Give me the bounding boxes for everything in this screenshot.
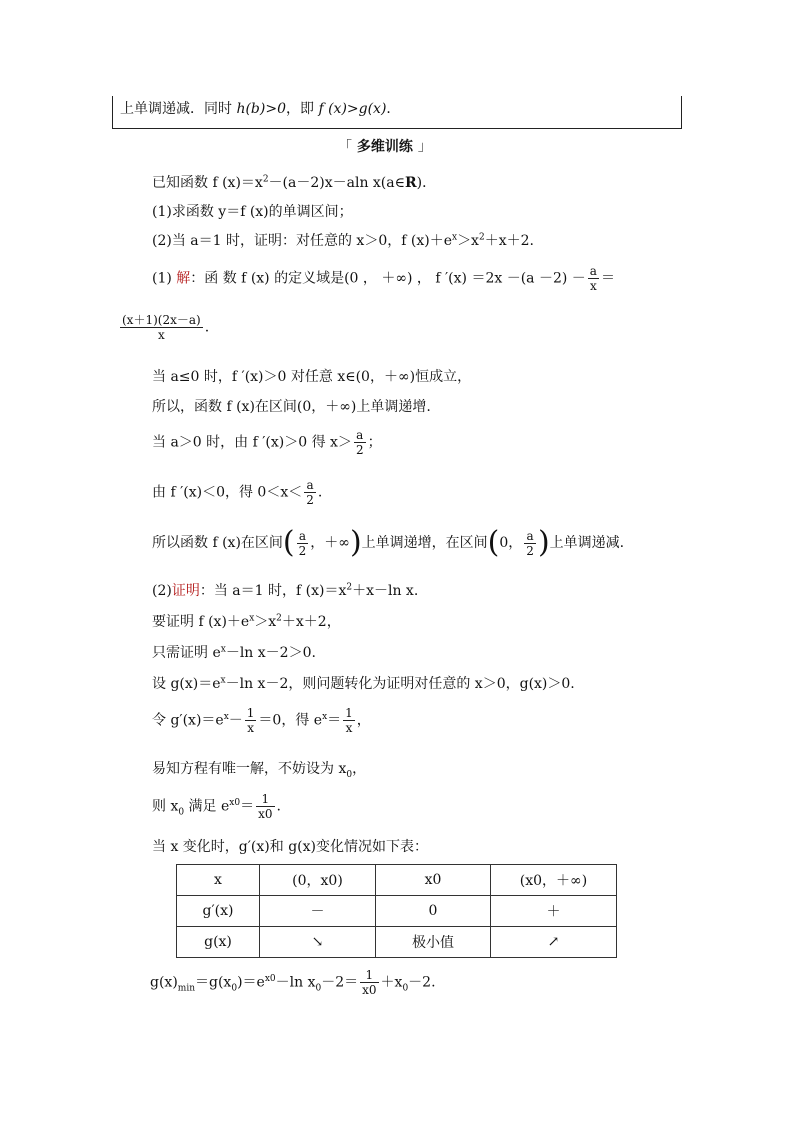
t: 2 <box>262 174 269 185</box>
increasing-arrow-cell: ↗ <box>491 927 617 958</box>
t: 2 <box>355 443 364 457</box>
t: 2 <box>306 493 314 507</box>
t: x0 <box>229 797 241 808</box>
t: ( <box>487 525 500 560</box>
t: )＝e <box>237 974 265 991</box>
t: 当 a＞0 时，由 f ′(x)＞0 得 x＞ <box>152 434 352 451</box>
fraction-1-over-x0 <box>256 792 274 821</box>
proof-line-4 <box>152 673 575 693</box>
t: 令 g′(x)＝e <box>152 712 224 729</box>
t: ＞x <box>457 233 479 249</box>
t: ＝ <box>600 270 615 287</box>
solution-line-2 <box>152 366 471 386</box>
decreasing-arrow-cell: ↘ <box>260 927 376 958</box>
t: － <box>228 712 243 729</box>
t: x <box>120 327 203 342</box>
t: R <box>404 175 417 191</box>
t: 要证明 f (x)＋e <box>152 614 250 630</box>
t: ＋x－ln x. <box>352 583 419 599</box>
t: x <box>343 720 355 735</box>
t: 1 <box>246 706 255 720</box>
t: 设 g(x)＝e <box>152 676 221 692</box>
t: －ln x－2＞0. <box>225 645 316 661</box>
t: 2 <box>346 582 353 593</box>
t: a <box>356 428 364 442</box>
t: 0 <box>315 983 322 994</box>
t: x <box>588 278 599 293</box>
t: ＋x＋2. <box>484 233 534 249</box>
t: 2 <box>526 543 534 558</box>
table-cell: 极小值 <box>376 927 491 958</box>
fraction-1-over-x <box>245 706 257 735</box>
table-cell: － <box>260 896 376 927</box>
t: 则 x <box>152 798 179 815</box>
proof-line-3 <box>152 642 316 662</box>
t: ) <box>349 525 362 560</box>
solution-line-3 <box>152 396 431 416</box>
box-text-end: ． <box>386 101 401 117</box>
heading-open-bracket: 「 <box>338 139 352 155</box>
table-cell: 0 <box>376 896 491 927</box>
t: 所以，函数 f (x)在区间(0，＋∞)上单调递增. <box>152 399 431 415</box>
t: a <box>306 478 314 492</box>
fraction-a-over-2 <box>354 428 366 457</box>
t: 当 x 变化时，g′(x)和 g(x)变化情况如下表： <box>152 839 428 855</box>
t: 易知方程有唯一解，不妨设为 x <box>152 761 347 777</box>
t: 只需证明 e <box>152 645 221 661</box>
table-row <box>177 927 617 958</box>
box-text-mid: ，即 <box>286 101 319 117</box>
t: x0 <box>258 807 273 821</box>
table-cell: ＋ <box>491 896 617 927</box>
table-cell: g(x) <box>177 927 260 958</box>
t: (x＋1)(2x－a) <box>122 313 201 327</box>
final-line <box>150 968 436 997</box>
solution-label: 解 <box>176 270 191 287</box>
t: ； <box>367 434 382 451</box>
t: 满足 e <box>184 798 230 815</box>
t: ＞x <box>254 614 277 630</box>
t: min <box>177 983 195 994</box>
t: ＝0，得 e <box>258 712 323 729</box>
t: a <box>526 528 534 543</box>
t: 由 f ′(x)＜0，得 0＜x＜ <box>152 484 303 501</box>
t: x <box>220 675 226 686</box>
t: 0 <box>346 769 353 780</box>
t: 上单调递减. <box>549 535 625 551</box>
box-text-prefix: 上单调递减．同时 <box>120 101 237 117</box>
t: 2 <box>478 232 485 243</box>
solution-line-1b <box>118 313 209 342</box>
fraction-a-over-2 <box>304 478 316 507</box>
t: (1) <box>152 270 177 287</box>
t: x0 <box>264 973 276 984</box>
proof-label: 证明 <box>171 583 200 599</box>
t: 上单调递增，在区间 <box>361 535 488 551</box>
t: 当 a≤0 时，f ′(x)＞0 对任意 x∈(0，＋∞)恒成立， <box>152 369 472 385</box>
t: －2＝ <box>321 974 359 991</box>
t: . <box>317 484 323 501</box>
box-conclusion-line <box>120 98 400 118</box>
t: . <box>276 798 281 815</box>
table-cell: g′(x) <box>177 896 260 927</box>
t: 所以函数 f (x)在区间 <box>152 535 283 551</box>
t: (2)当 a＝1 时，证明：对任意的 x＞0，f (x)＋e <box>152 233 452 249</box>
t: 已知函数 <box>152 175 213 191</box>
t: x <box>451 232 458 243</box>
t: x0 <box>362 983 377 997</box>
problem-line-2 <box>152 201 353 221</box>
variation-table <box>176 864 617 958</box>
t: )． <box>416 175 437 191</box>
t: ＋x <box>380 974 403 991</box>
solution-line-4 <box>152 428 382 457</box>
solution-line-6 <box>152 525 625 560</box>
table-cell: (0，x0) <box>260 865 376 896</box>
fraction-a-over-x <box>588 264 599 293</box>
t: －ln x－2，则问题转化为证明对任意的 x＞0，g(x)＞0. <box>225 676 575 692</box>
t: ＋x＋2， <box>281 614 341 630</box>
t: ＝ <box>240 798 255 815</box>
t: －2. <box>408 974 436 991</box>
t: 0 <box>178 807 185 818</box>
t: ( <box>282 525 295 560</box>
t: ， <box>356 712 371 729</box>
heading-title: 多维训练 <box>356 139 413 155</box>
t: x <box>245 720 257 735</box>
t: ＝g(x <box>195 974 232 991</box>
t: x <box>249 613 255 624</box>
fraction-1-over-x0 <box>360 968 378 997</box>
t: ， <box>352 761 367 777</box>
box-hb: h(b)>0 <box>236 101 286 117</box>
t: 0 <box>402 983 409 994</box>
t: 0 <box>231 983 238 994</box>
problem-line-1 <box>152 172 436 192</box>
table-cell: x <box>177 865 260 896</box>
t: (1)求函数 y＝f (x)的单调区间； <box>152 204 353 220</box>
t: f (x)＝x <box>212 175 263 191</box>
solution-line-1 <box>152 264 615 293</box>
fraction-a-over-2 <box>297 529 309 558</box>
t: g(x) <box>150 974 178 991</box>
box-fg: f (x)>g(x) <box>318 101 387 117</box>
t: a <box>589 264 597 278</box>
t: ) <box>537 525 550 560</box>
t: ：函 数 f (x) 的定义域是(0 ， ＋∞) ， f ′(x) ＝2x －(a －2) － <box>190 270 586 287</box>
fraction-a-over-2 <box>524 529 536 558</box>
table-cell: x0 <box>376 865 491 896</box>
solution-line-5 <box>152 478 322 507</box>
section-heading <box>338 136 432 156</box>
table-row <box>177 865 617 896</box>
table-row <box>177 896 617 927</box>
t: －ln x <box>275 974 316 991</box>
t: －(a－2)x－aln x(a∈ <box>268 175 405 191</box>
proof-line-6 <box>152 758 366 780</box>
heading-close-bracket: 」 <box>417 139 432 155</box>
t: 1 <box>345 706 353 720</box>
proof-line-8 <box>152 836 428 856</box>
t: x <box>220 644 226 655</box>
t: 0， <box>499 535 523 551</box>
t: a <box>298 528 307 543</box>
table-cell: (x0，＋∞) <box>491 865 617 896</box>
t: 1 <box>261 792 270 806</box>
t: . <box>204 319 210 336</box>
fraction-derivative <box>120 313 203 342</box>
t: ＝ <box>327 712 342 729</box>
proof-line-1 <box>152 580 418 600</box>
t: 2 <box>298 543 307 558</box>
t: x <box>223 711 229 722</box>
proof-line-7 <box>152 792 281 821</box>
t: (2) <box>152 583 172 599</box>
t: 2 <box>276 613 282 624</box>
proof-line-5 <box>152 706 371 735</box>
problem-line-3 <box>152 230 534 250</box>
proof-line-2 <box>152 611 341 631</box>
fraction-1-over-x <box>343 706 355 735</box>
t: x <box>322 711 328 722</box>
t: ，＋∞ <box>310 535 350 551</box>
t: ：当 a＝1 时，f (x)＝x <box>199 583 347 599</box>
t: 1 <box>365 968 374 982</box>
